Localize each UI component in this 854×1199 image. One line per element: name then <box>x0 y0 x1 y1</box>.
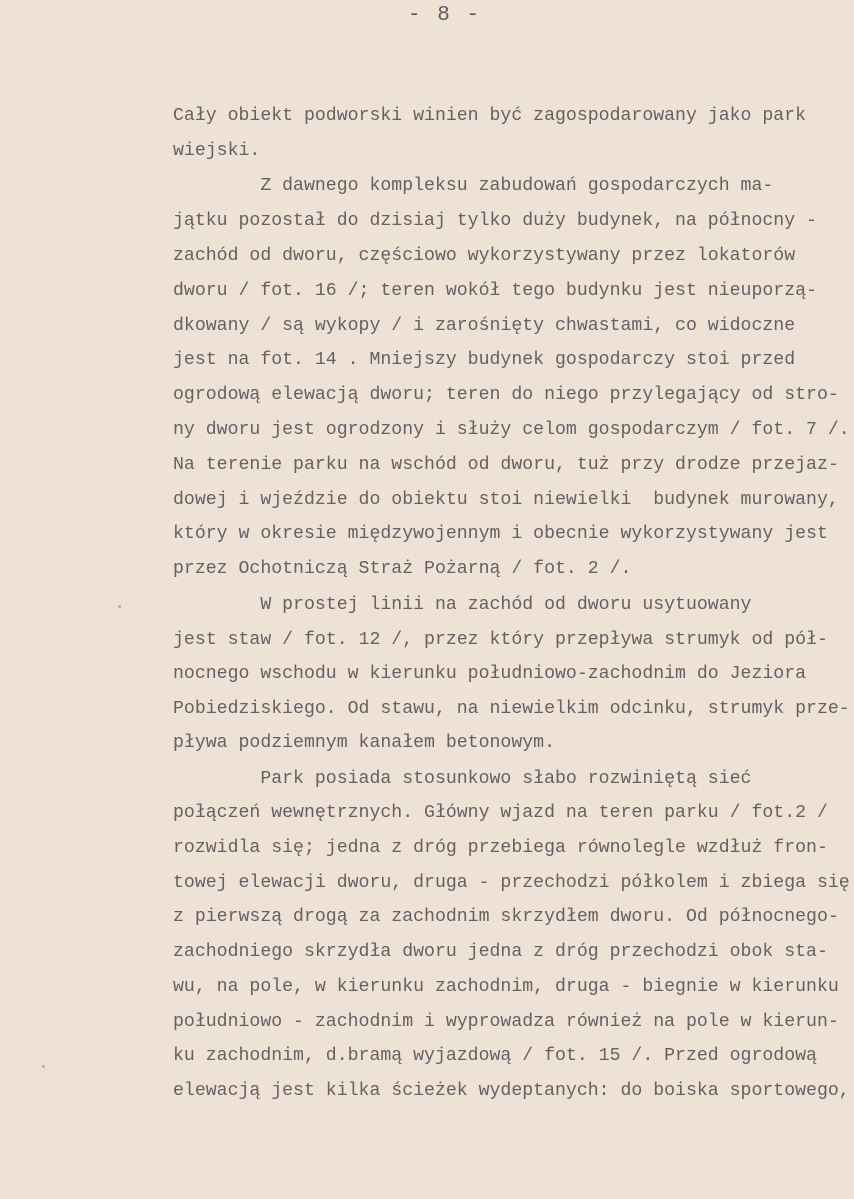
text-line: ku zachodnim, d.bramą wyjazdową / fot. 15 /. Przed ogrodową <box>173 1046 817 1066</box>
text-line: W prostej linii na zachód od dworu usytuowany <box>173 595 752 615</box>
text-line: dowej i wjeździe do obiektu stoi niewielki budynek murowany, <box>173 490 839 510</box>
text-line: wu, na pole, w kierunku zachodnim, druga - biegnie w kierunku <box>173 977 839 997</box>
text-line: pływa podziemnym kanałem betonowym. <box>173 733 555 753</box>
text-line: rozwidla się; jedna z dróg przebiega równolegle wzdłuż fron- <box>173 838 828 858</box>
text-line: nocnego wschodu w kierunku południowo-zachodnim do Jeziora <box>173 664 807 684</box>
text-line: Cały obiekt podworski winien być zagospodarowany jako park <box>173 106 807 126</box>
text-line: Z dawnego kompleksu zabudowań gospodarczych ma- <box>173 176 774 196</box>
paper-speck <box>42 1065 45 1068</box>
paper-speck <box>118 605 121 608</box>
text-line: jest na fot. 14 . Mniejszy budynek gospodarczy stoi przed <box>173 350 796 370</box>
text-line: zachód od dworu, częściowo wykorzystywany przez lokatorów <box>173 246 796 266</box>
text-line: Park posiada stosunkowo słabo rozwiniętą sieć <box>173 769 752 789</box>
text-line: z pierwszą drogą za zachodnim skrzydłem dworu. Od północnego- <box>173 907 839 927</box>
page-number: - 8 - <box>408 4 482 27</box>
text-line: dworu / fot. 16 /; teren wokół tego budynku jest nieuporzą- <box>173 281 817 301</box>
text-line: Pobiedziskiego. Od stawu, na niewielkim odcinku, strumyk prze- <box>173 699 850 719</box>
text-line: jątku pozostał do dzisiaj tylko duży budynek, na północny - <box>173 211 817 231</box>
text-line: zachodniego skrzydła dworu jedna z dróg przechodzi obok sta- <box>173 942 828 962</box>
text-line: który w okresie międzywojennym i obecnie wykorzystywany jest <box>173 524 828 544</box>
text-line: południowo - zachodnim i wyprowadza również na pole w kierun- <box>173 1012 839 1032</box>
text-line: elewacją jest kilka ścieżek wydeptanych: do boiska sportowego, <box>173 1081 850 1101</box>
text-line: ogrodową elewacją dworu; teren do niego przylegający od stro- <box>173 385 839 405</box>
text-line: Na terenie parku na wschód od dworu, tuż przy drodze przejaz- <box>173 455 839 475</box>
text-line: przez Ochotniczą Straż Pożarną / fot. 2 /. <box>173 559 632 579</box>
text-line: ny dworu jest ogrodzony i służy celom gospodarczym / fot. 7 /. <box>173 420 850 440</box>
text-line: towej elewacji dworu, druga - przechodzi półkolem i zbiega się <box>173 873 850 893</box>
text-line: połączeń wewnętrznych. Główny wjazd na teren parku / fot.2 / <box>173 803 828 823</box>
text-line: dkowany / są wykopy / i zarośnięty chwastami, co widoczne <box>173 316 796 336</box>
text-line: wiejski. <box>173 141 261 161</box>
text-line: jest staw / fot. 12 /, przez który przepływa strumyk od pół- <box>173 630 828 650</box>
